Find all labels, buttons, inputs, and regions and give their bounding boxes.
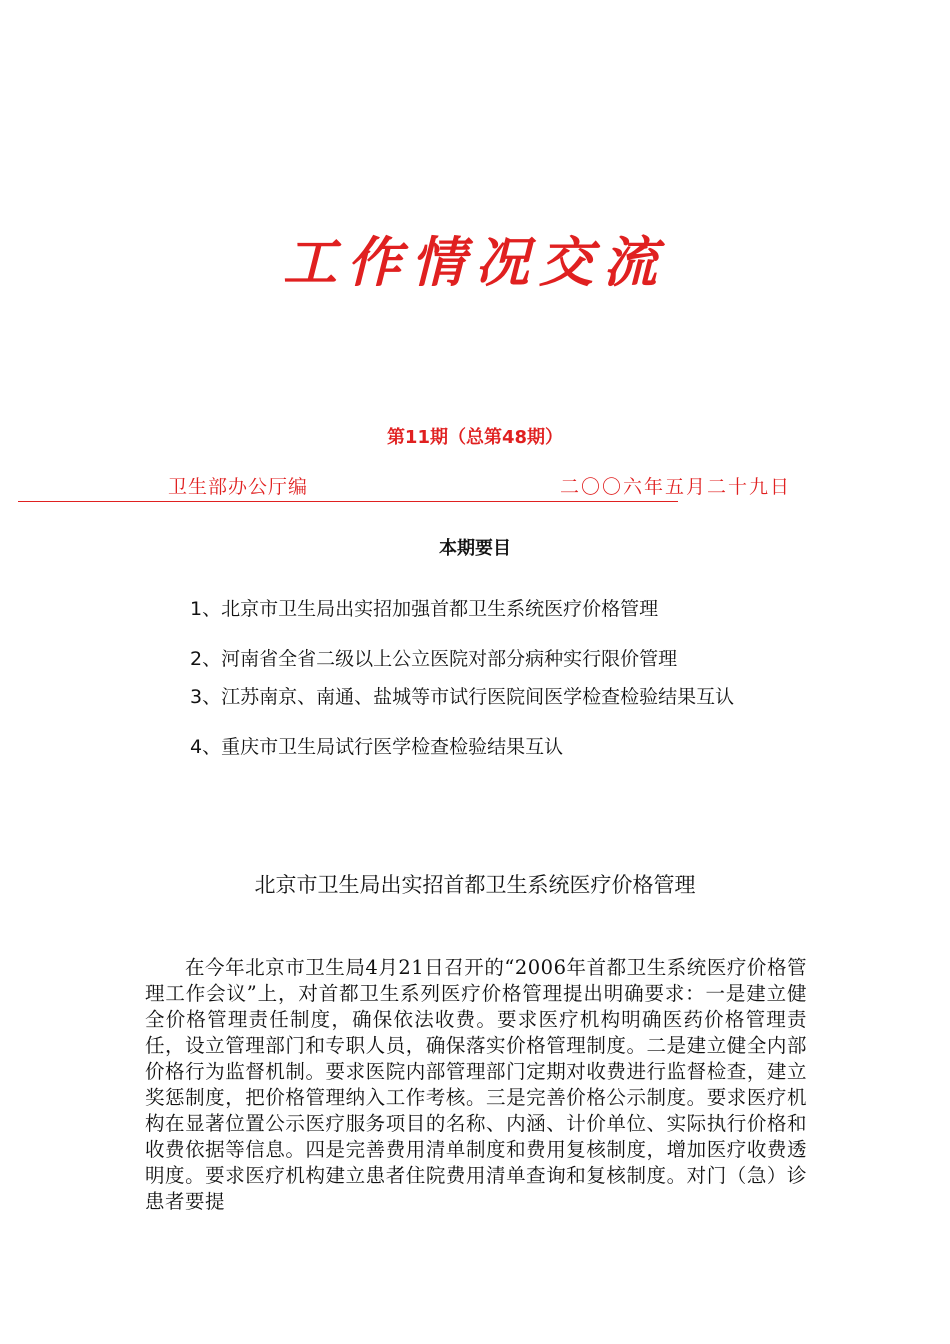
toc-item-3: 3、江苏南京、南通、盐城等市试行医院间医学检查检验结果互认 [190,686,735,708]
toc-item-1: 1、北京市卫生局出实招加强首都卫生系统医疗价格管理 [190,598,659,620]
toc-item-2: 2、河南省全省二级以上公立医院对部分病种实行限价管理 [190,648,678,670]
toc-heading: 本期要目 [439,538,511,559]
masthead-title: 工作情况交流 [283,230,667,294]
article-body: 在今年北京市卫生局4月21日召开的“2006年首都卫生系统医疗价格管理工作会议”上，对首都卫生系列医疗价格管理提出明确要求：一是建立健全价格管理责任制度，确保依法收费。要求医疗机构明确医药价格管理责任，设立管理部门和专职人员，确保落实价格管理制度。二是建立健全内部价格行为监督机制。要求医院内部管理部门定期对收费进行监督检查，建立奖惩制度，把价格管理纳入工作考核。三是完善价格公示制度。要求医疗机构在显著位置公示医疗服务项目的名称、内涵、计价单位、实际执行价格和收费依据等信息。四是完善费用清单制度和费用复核制度，增加医疗收费透明度。要求医疗机构建立患者住院费用清单查询和复核制度。对门（急）诊患者要提 [145,956,807,1213]
publish-date: 二〇〇六年五月二十九日 [560,476,792,498]
article-title: 北京市卫生局出实招首都卫生系统医疗价格管理 [254,873,696,897]
editor-line: 卫生部办公厅编 [168,476,309,498]
toc-item-4: 4、重庆市卫生局试行医学检查检验结果互认 [190,736,564,758]
header-divider [18,501,678,502]
issue-number: 第11期（总第48期） [386,427,564,448]
